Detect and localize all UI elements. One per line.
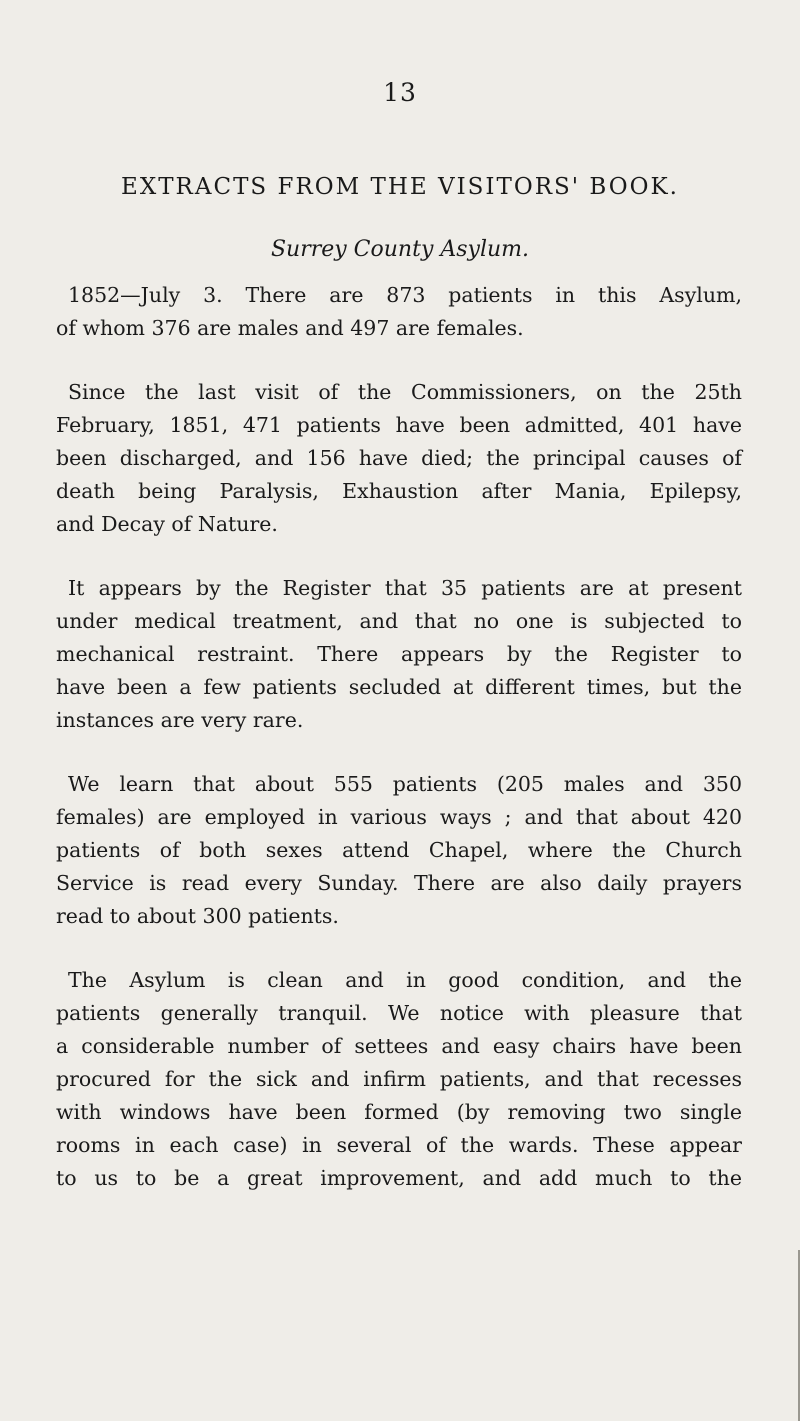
text-line: patients of both sexes attend Chapel, where the Church <box>56 838 742 862</box>
text-line: read to about 300 patients. <box>56 904 339 928</box>
text-line: with windows have been formed (by removing two single <box>56 1100 742 1124</box>
page-subheading: Surrey County Asylum. <box>270 237 530 262</box>
text-line: and Decay of Nature. <box>56 512 278 536</box>
text-line: Since the last visit of the Commissioners, on the 25th <box>68 380 742 404</box>
text-line: death being Paralysis, Exhaustion after Mania, Epilepsy, <box>56 479 742 503</box>
text-line: It appears by the Register that 35 patients are at present <box>68 576 742 600</box>
text-line: procured for the sick and infirm patients, and that recesses <box>56 1067 742 1091</box>
paragraph-5 <box>56 964 742 1195</box>
text-line: 1852—July 3. There are 873 patients in this Asylum, <box>68 283 742 307</box>
body-text <box>56 279 742 1226</box>
text-line: been discharged, and 156 have died; the principal causes of <box>56 446 742 470</box>
text-line: of whom 376 are males and 497 are females. <box>56 316 524 340</box>
text-line: females) are employed in various ways ; and that about 420 <box>56 805 742 829</box>
paragraph-2 <box>56 376 742 541</box>
text-line: have been a few patients secluded at different times, but the <box>56 675 742 699</box>
page-heading: EXTRACTS FROM THE VISITORS' BOOK. <box>121 174 679 200</box>
paragraph-1 <box>56 279 742 345</box>
text-line: Service is read every Sunday. There are also daily prayers <box>56 871 742 895</box>
text-line: rooms in each case) in several of the wards. These appear <box>56 1133 742 1157</box>
paragraph-4 <box>56 768 742 933</box>
text-line: a considerable number of settees and easy chairs have been <box>56 1034 742 1058</box>
paragraph-3 <box>56 572 742 737</box>
text-line: February, 1851, 471 patients have been admitted, 401 have <box>56 413 742 437</box>
text-line: instances are very rare. <box>56 708 304 732</box>
page-number: 13 <box>383 78 417 107</box>
text-line: under medical treatment, and that no one is subjected to <box>56 609 742 633</box>
text-line: mechanical restraint. There appears by the Register to <box>56 642 742 666</box>
text-line: to us to be a great improvement, and add much to the <box>56 1166 742 1190</box>
text-line: patients generally tranquil. We notice with pleasure that <box>56 1001 742 1025</box>
text-line: The Asylum is clean and in good condition, and the <box>68 968 742 992</box>
text-line: We learn that about 555 patients (205 males and 350 <box>68 772 742 796</box>
